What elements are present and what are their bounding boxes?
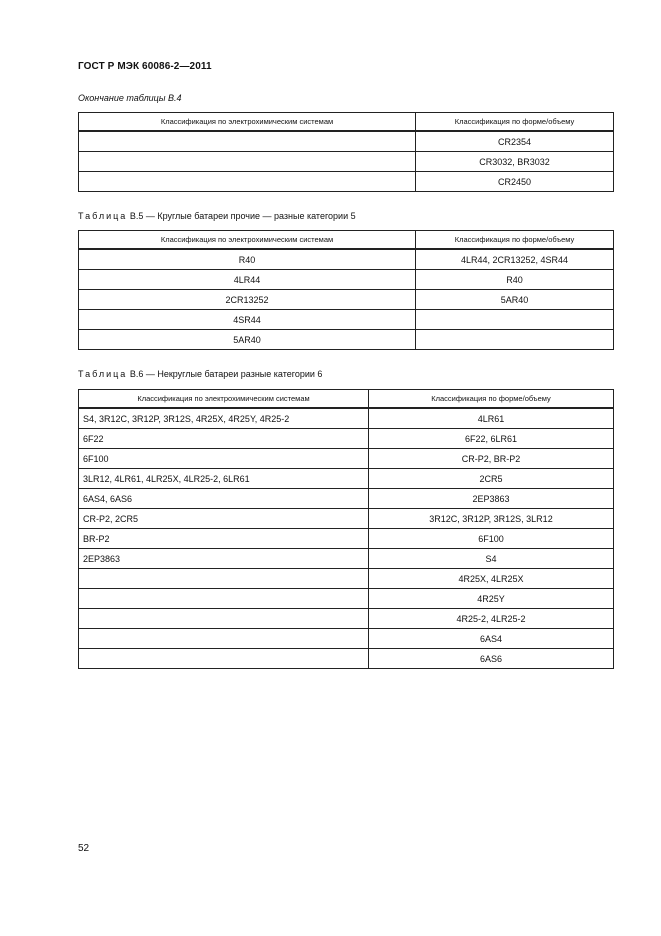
table-header-row: [79, 390, 614, 409]
table-cell: [79, 589, 369, 609]
table-cell: [79, 649, 369, 669]
caption-text: В.6 — Некруглые батареи разные категории 6: [129, 369, 323, 379]
table-row: [79, 609, 614, 629]
column-header: Классификация по электрохимическим системам: [79, 390, 369, 409]
table-cell: 4SR44: [79, 310, 416, 330]
table-b6-caption: [78, 369, 322, 379]
table-row: [79, 649, 614, 669]
column-header: Классификация по форме/объему: [369, 390, 614, 409]
column-header: Классификация по форме/объему: [416, 113, 614, 132]
table-row: [79, 549, 614, 569]
table-cell: R40: [416, 270, 614, 290]
table-row: [79, 172, 614, 192]
table-cell: 3LR12, 4LR61, 4LR25X, 4LR25-2, 6LR61: [79, 469, 369, 489]
table-row: [79, 509, 614, 529]
table-cell: 4R25X, 4LR25X: [369, 569, 614, 589]
table-cell: 4R25-2, 4LR25-2: [369, 609, 614, 629]
table-cell: 2EP3863: [369, 489, 614, 509]
column-header: Классификация по форме/объему: [416, 231, 614, 250]
table-cell: CR3032, BR3032: [416, 152, 614, 172]
table-cell: 3R12C, 3R12P, 3R12S, 3LR12: [369, 509, 614, 529]
table-cell: 5AR40: [79, 330, 416, 350]
table-row: [79, 270, 614, 290]
table-cell: S4, 3R12C, 3R12P, 3R12S, 4R25X, 4R25Y, 4R25-2: [79, 408, 369, 429]
table-cell: 6AS4: [369, 629, 614, 649]
table-cell: 6F100: [79, 449, 369, 469]
table-row: [79, 249, 614, 270]
table-row: [79, 310, 614, 330]
table-row: [79, 429, 614, 449]
table-cell: [416, 330, 614, 350]
caption-text: В.5 — Круглые батареи прочие — разные категории 5: [129, 211, 356, 221]
table-header-row: [79, 231, 614, 250]
table-cell: S4: [369, 549, 614, 569]
table-header-row: [79, 113, 614, 132]
table-cell: 4LR61: [369, 408, 614, 429]
table-cell: R40: [79, 249, 416, 270]
table-cell: CR2450: [416, 172, 614, 192]
caption-label: Таблица: [78, 369, 128, 379]
table-row: [79, 408, 614, 429]
table-cell: 5AR40: [416, 290, 614, 310]
column-header: Классификация по электрохимическим системам: [79, 231, 416, 250]
table-row: [79, 569, 614, 589]
table-b4-end: [78, 112, 614, 192]
column-header: Классификация по электрохимическим системам: [79, 113, 416, 132]
table-row: [79, 449, 614, 469]
table-cell: 4LR44: [79, 270, 416, 290]
table-cell: 6F22, 6LR61: [369, 429, 614, 449]
table-cell: [79, 629, 369, 649]
table-cell: 2EP3863: [79, 549, 369, 569]
table-cell: 6F100: [369, 529, 614, 549]
table-cell: CR-P2, BR-P2: [369, 449, 614, 469]
table-b6: [78, 389, 614, 669]
table-row: [79, 330, 614, 350]
table-cell: 2CR5: [369, 469, 614, 489]
table-row: [79, 589, 614, 609]
table-row: [79, 131, 614, 152]
table-cell: CR-P2, 2CR5: [79, 509, 369, 529]
table-cell: [79, 609, 369, 629]
table-cell: [79, 131, 416, 152]
table-row: [79, 529, 614, 549]
table-cell: 6F22: [79, 429, 369, 449]
table-b5-caption: [78, 211, 356, 221]
table-row: [79, 290, 614, 310]
table-row: [79, 629, 614, 649]
table-cell: 6AS4, 6AS6: [79, 489, 369, 509]
table-cell: BR-P2: [79, 529, 369, 549]
table-b4-caption: Окончание таблицы В.4: [78, 93, 182, 103]
table-cell: 4R25Y: [369, 589, 614, 609]
table-row: [79, 152, 614, 172]
table-row: [79, 469, 614, 489]
table-b5: [78, 230, 614, 350]
table-cell: [79, 569, 369, 589]
table-cell: 6AS6: [369, 649, 614, 669]
table-cell: 2CR13252: [79, 290, 416, 310]
table-cell: [416, 310, 614, 330]
table-row: [79, 489, 614, 509]
table-cell: CR2354: [416, 131, 614, 152]
document-header: ГОСТ Р МЭК 60086-2—2011: [78, 61, 212, 72]
table-cell: [79, 152, 416, 172]
page-number: 52: [78, 843, 90, 854]
caption-label: Таблица: [78, 211, 128, 221]
table-cell: 4LR44, 2CR13252, 4SR44: [416, 249, 614, 270]
table-cell: [79, 172, 416, 192]
